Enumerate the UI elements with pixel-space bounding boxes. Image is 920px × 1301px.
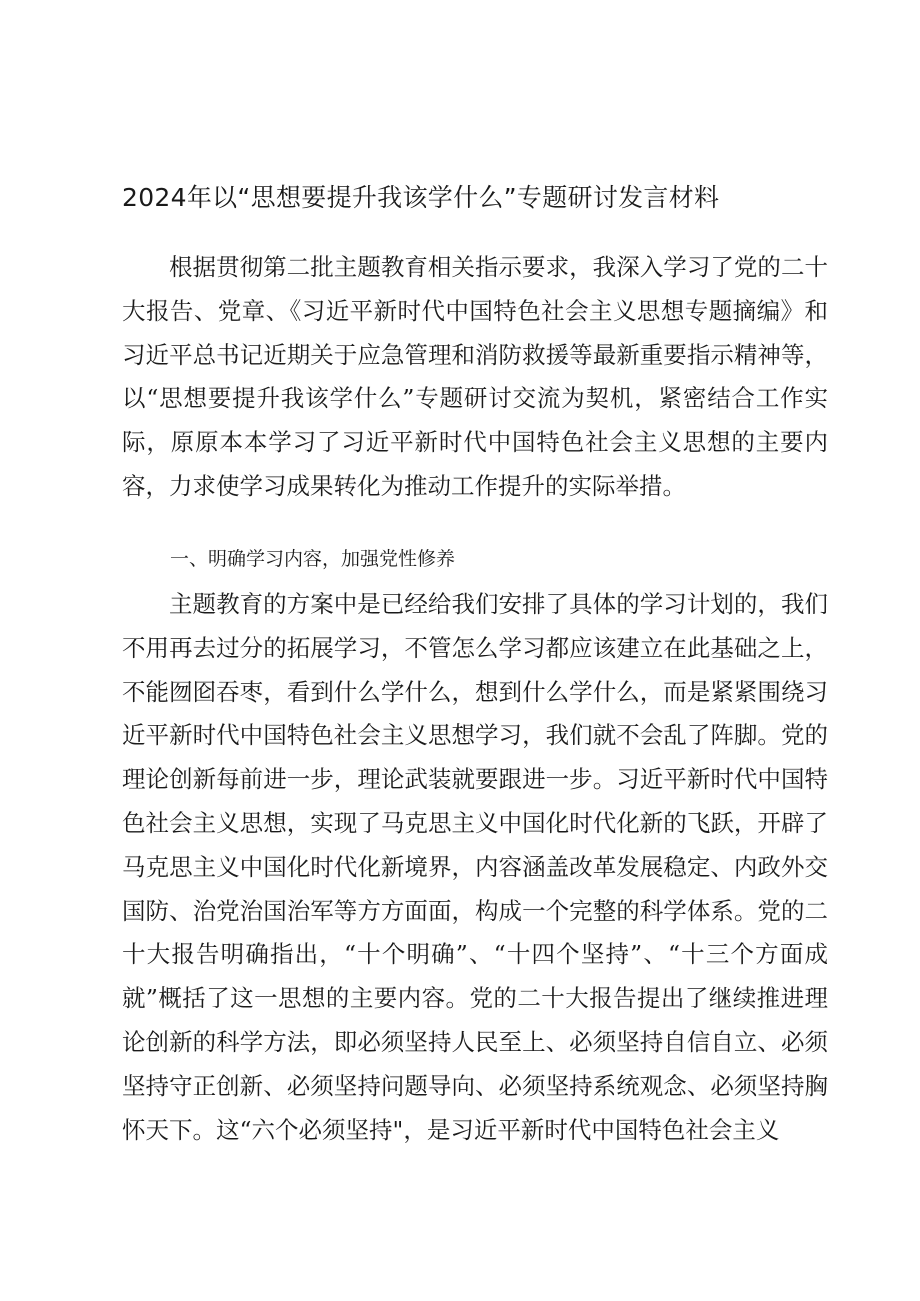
section-heading-1: 一、明确学习内容，加强党性修养 <box>170 548 456 570</box>
intro-paragraph: 根据贯彻第二批主题教育相关指示要求，我深入学习了党的二十大报告、党章、《习近平新时代中国特色社会主义思想专题摘编》和习近平总书记近期关于应急管理和消防救援等最新重要指示精神等，以“思想要提升我该学什么”专题研讨交流为契机，紧密结合工作实际，原原本本学习了习近平新时代中国特色社会主义思想的主要内容，力求使学习成果转化为推动工作提升的实际举措。 <box>122 253 828 500</box>
document-title: 2024年以“思想要提升我该学什么”专题研讨发言材料 <box>122 183 720 212</box>
section-1-paragraph: 主题教育的方案中是已经给我们安排了具体的学习计划的，我们不用再去过分的拓展学习，不管怎么学习都应该建立在此基础之上，不能囫囵吞枣，看到什么学什么，想到什么学什么，而是紧紧围绕习近平新时代中国特色社会主义思想学习，我们就不会乱了阵脚。党的理论创新每前进一步，理论武装就要跟进一步。习近平新时代中国特色社会主义思想，实现了马克思主义中国化时代化新的飞跃，开辟了马克思主义中国化时代化新境界，内容涵盖改革发展稳定、内政外交国防、治党治国治军等方方面面，构成一个完整的科学体系。党的二十大报告明确指出，“十个明确”、“十四个坚持”、“十三个方面成就”概括了这一思想的主要内容。党的二十大报告提出了继续推进理论创新的科学方法，即必须坚持人民至上、必须坚持自信自立、必须坚持守正创新、必须坚持问题导向、必须坚持系统观念、必须坚持胸怀天下。这“六个必须坚持"，是习近平新时代中国特色社会主义 <box>122 590 828 1144</box>
